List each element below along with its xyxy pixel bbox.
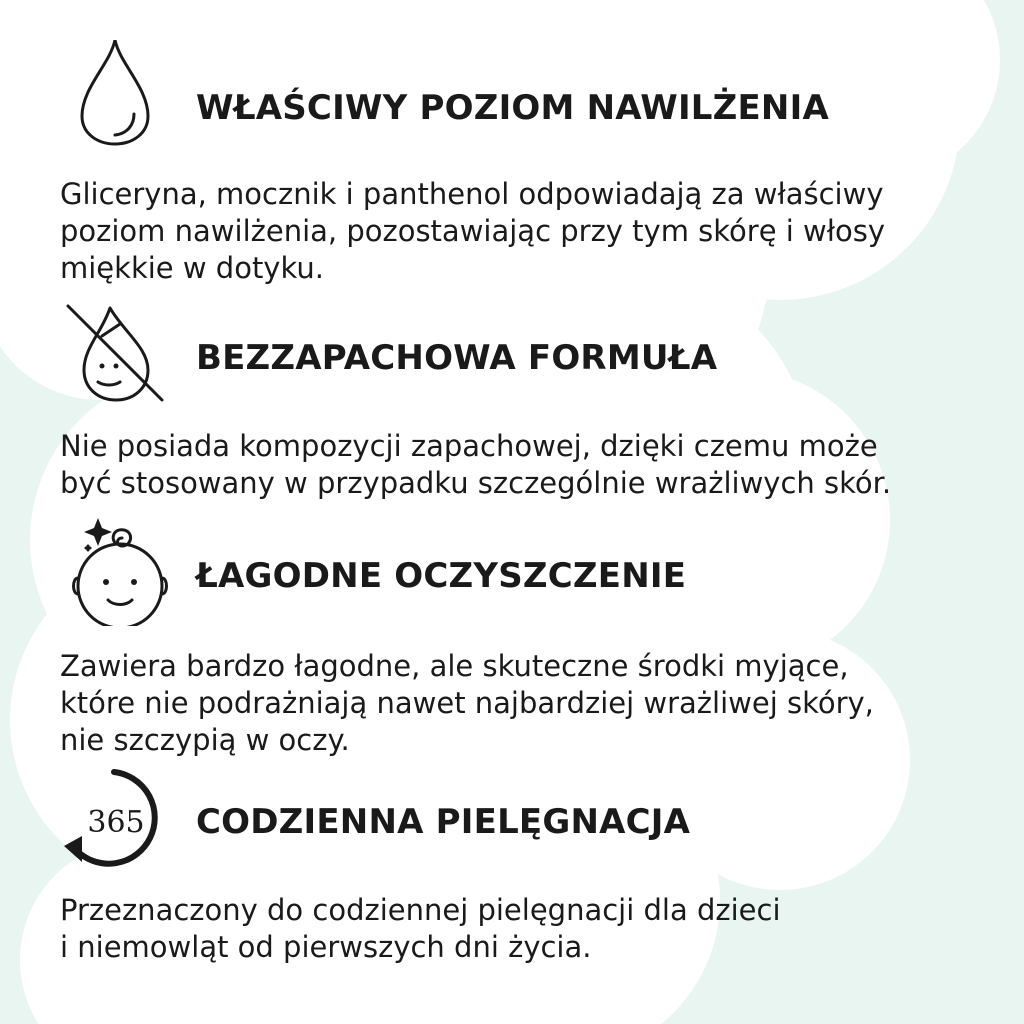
- feature-title: BEZZAPACHOWA FORMUŁA: [196, 338, 718, 378]
- feature-title: ŁAGODNE OCZYSZCZENIE: [196, 556, 687, 596]
- feature-description: [60, 176, 960, 287]
- daily-365-icon: [58, 766, 168, 876]
- feature-description: [60, 648, 960, 759]
- description-line: nie szczypią w oczy.: [60, 723, 350, 757]
- feature-description: [60, 892, 960, 966]
- description-line: które nie podrażniają nawet najbardziej wrażliwej skóry,: [60, 686, 874, 720]
- description-line: Zawiera bardzo łagodne, ale skuteczne środki myjące,: [60, 649, 849, 683]
- description-line: być stosowany w przypadku szczególnie wrażliwych skór.: [60, 466, 892, 500]
- feature-description: [60, 428, 960, 502]
- no-fragrance-icon: [58, 300, 168, 410]
- baby-face-icon: [58, 516, 168, 626]
- water-drop-icon: [58, 40, 168, 150]
- description-line: i niemowląt od pierwszych dni życia.: [60, 930, 592, 964]
- description-line: poziom nawilżenia, pozostawiając przy tym skórę i włosy: [60, 214, 886, 248]
- description-line: Przeznaczony do codziennej pielęgnacji dla dzieci: [60, 893, 781, 927]
- description-line: Gliceryna, mocznik i panthenol odpowiadają za właściwy: [60, 177, 884, 211]
- feature-title: CODZIENNA PIELĘGNACJA: [196, 802, 691, 842]
- daily-365-label: 365: [87, 805, 145, 840]
- feature-title: WŁAŚCIWY POZIOM NAWILŻENIA: [196, 88, 829, 128]
- description-line: miękkie w dotyku.: [60, 251, 324, 285]
- description-line: Nie posiada kompozycji zapachowej, dzięki czemu może: [60, 429, 878, 463]
